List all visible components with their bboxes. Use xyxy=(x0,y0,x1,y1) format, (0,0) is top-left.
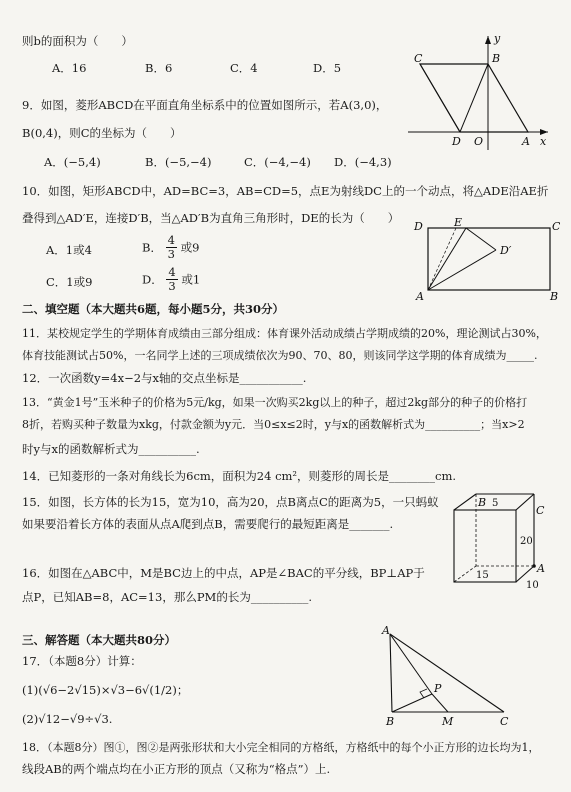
q10-option-d xyxy=(142,266,200,293)
section-2-heading: 二、填空题（本大题共6题，每小题5分，共30分） xyxy=(22,302,285,316)
triangle-bisector-figure xyxy=(376,624,516,730)
question-8-tail: 则b的面积为（ ） xyxy=(22,34,133,48)
q9-option-a: A．(−5,4) xyxy=(44,155,101,169)
fig15-label-a: A xyxy=(537,562,545,575)
fig15-label-20: 20 xyxy=(520,536,533,547)
cuboid-figure xyxy=(448,488,548,592)
q11-line2: 体育技能测试占50%，一名同学上述的三项成绩依次为90、70、80，则该同学这学期的体育成绩为_____. xyxy=(22,349,538,362)
fig15-label-b: B xyxy=(478,496,487,509)
rhombus-coordinate-figure xyxy=(408,32,558,152)
fig15-label-c: C xyxy=(536,504,545,517)
q15-line1: 15．如图，长方体的长为15，宽为10，高为20，点B离点C的距离为5，一只蚂蚁 xyxy=(22,495,439,509)
fig10-label-a: A xyxy=(416,290,424,302)
fig9-label-y: y xyxy=(494,32,501,45)
q10-option-d-fraction xyxy=(166,266,177,293)
q10-d-numerator: 4 xyxy=(168,265,176,279)
fig9-label-c: C xyxy=(414,52,423,65)
fig9-label-x: x xyxy=(540,135,547,148)
fig15-label-10: 10 xyxy=(526,580,539,591)
q13-line1: 13．“黄金1号”玉米种子的价格为5元/kg，如果一次购买2kg以上的种子，超过2kg部分的种子的价格打 xyxy=(22,396,528,409)
q18-line1: 18．（本题8分）图①，图②是两张形状和大小完全相同的方格纸，方格纸中的每个小正方形的边长均为1， xyxy=(22,741,540,754)
fig9-label-a: A xyxy=(522,135,530,148)
q10-stem-line1: 10．如图，矩形ABCD中，AD=BC=3，AB=CD=5，点E为射线DC上的一个动点，将△ADE沿AE折 xyxy=(22,184,549,198)
fig9-label-d: D xyxy=(452,135,461,148)
q10-option-a: A．1或4 xyxy=(46,243,92,257)
q15-line2: 如果要沿着长方体的表面从点A爬到点B，需要爬行的最短距离是_______. xyxy=(22,517,394,531)
fig10-label-b: B xyxy=(550,290,559,302)
rectangle-fold-figure xyxy=(410,216,560,302)
q10-b-denominator: 3 xyxy=(167,247,175,261)
q16-line2: 点P，已知AB=8，AC=13，那么PM的长为__________. xyxy=(22,590,312,604)
q10-stem-line2: 叠得到△AD′E，连接D′B，当△AD′B为直角三角形时，DE的长为（ ） xyxy=(22,211,400,225)
q11-line1: 11．某校规定学生的学期体育成绩由三部分组成：体育课外活动成绩占学期成绩的20%，理论测试占30%， xyxy=(22,327,547,340)
fig10-label-c: C xyxy=(552,220,560,233)
q10-option-c: C．1或9 xyxy=(46,275,93,289)
fig9-label-o: O xyxy=(474,135,484,148)
q13-line3: 时y与x的函数解析式为__________. xyxy=(22,442,200,456)
q8-option-a: A．16 xyxy=(52,61,87,75)
fig16-label-p: P xyxy=(434,682,442,695)
q9-stem-line1: 9．如图，菱形ABCD在平面直角坐标系中的位置如图所示，若A(3,0)， xyxy=(22,98,388,112)
q9-option-d: D．(−4,3) xyxy=(334,155,392,169)
q10-option-b-rest: 或9 xyxy=(180,240,200,255)
fig16-label-a: A xyxy=(382,624,390,637)
q9-stem-line2: B(0,4)，则C的坐标为（ ） xyxy=(22,126,182,140)
q8-option-c: C．4 xyxy=(230,61,258,75)
fig10-label-e: E xyxy=(454,216,463,229)
q14-text: 14．已知菱形的一条对角线长为6cm，面积为24 cm²，则菱形的周长是________cm. xyxy=(22,469,457,483)
fig10-label-dprime: D′ xyxy=(500,244,512,257)
q17-part1: (1)(√6−2√15)×√3−6√(1/2)； xyxy=(22,683,189,697)
fig16-label-c: C xyxy=(500,715,509,728)
fig16-label-m: M xyxy=(442,715,454,728)
q9-option-c: C．(−4,−4) xyxy=(244,155,311,169)
q17-part2: (2)√12−√9÷√3. xyxy=(22,712,113,726)
fig15-label-15: 15 xyxy=(476,570,489,581)
fig10-label-d: D xyxy=(414,220,423,233)
q10-option-b-fraction xyxy=(166,234,177,261)
q8-option-d: D．5 xyxy=(313,61,342,75)
q17-heading: 17．（本题8分）计算： xyxy=(22,654,142,668)
section-3-heading: 三、解答题（本大题共80分） xyxy=(22,633,177,647)
q10-option-d-rest: 或1 xyxy=(181,272,201,287)
q10-option-d-letter: D． xyxy=(142,272,163,287)
fig9-label-b: B xyxy=(492,52,501,65)
q10-b-numerator: 4 xyxy=(167,233,175,247)
q18-line2: 线段AB的两个端点均在小正方形的顶点（又称为“格点”）上. xyxy=(22,762,331,776)
q8-option-b: B．6 xyxy=(145,61,173,75)
q13-line2: 8折，若购买种子数量为xkg，付款金额为y元．当0≤x≤2时，y与x的函数解析式为__________；当x>2 xyxy=(22,418,525,431)
fig16-label-b: B xyxy=(386,715,395,728)
fig15-label-5: 5 xyxy=(492,498,499,509)
q10-d-denominator: 3 xyxy=(168,279,176,293)
q9-option-b: B．(−5,−4) xyxy=(145,155,212,169)
q16-line1: 16．如图在△ABC中，M是BC边上的中点，AP是∠BAC的平分线，BP⊥AP于 xyxy=(22,566,425,580)
q10-option-b xyxy=(142,234,199,261)
q10-option-b-letter: B． xyxy=(142,240,162,255)
q12-text: 12．一次函数y=4x−2与x轴的交点坐标是___________. xyxy=(22,371,307,385)
